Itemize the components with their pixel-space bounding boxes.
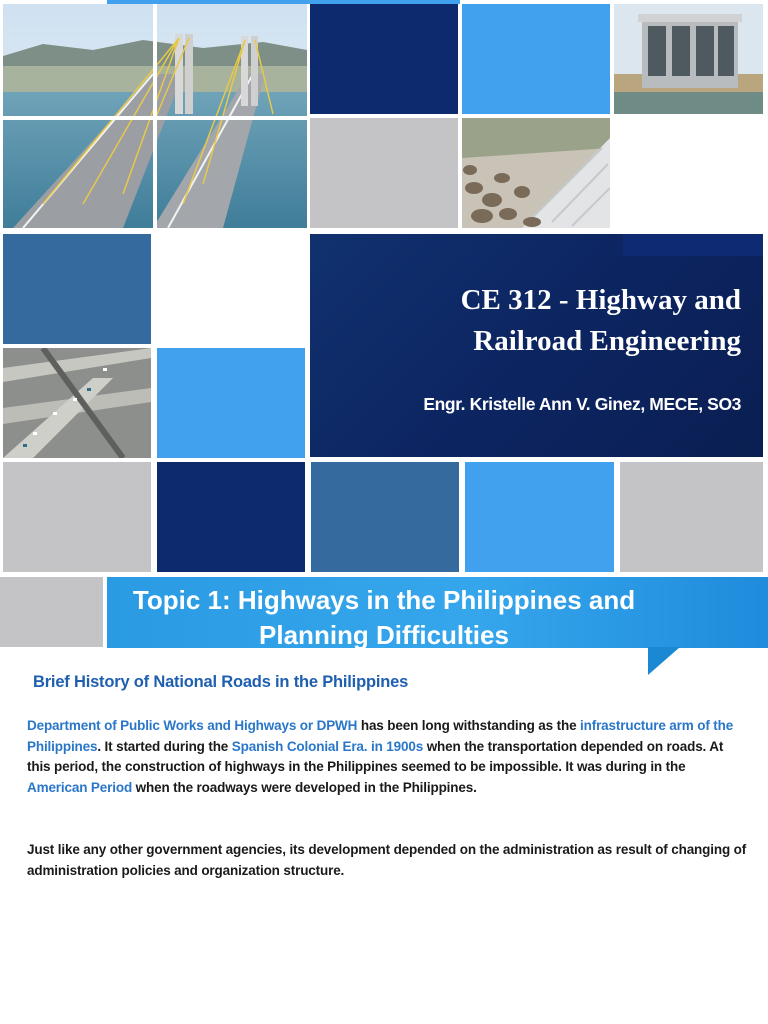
course-title-panel <box>310 234 763 457</box>
tile-sky-r5 <box>465 462 614 572</box>
riprap-photo <box>462 118 610 228</box>
course-title: CE 312 - Highway and Railroad Engineering <box>460 284 741 357</box>
tile-steel-r3 <box>3 234 151 344</box>
tile-sky-r4 <box>157 348 305 458</box>
para-text: . It started during the <box>97 738 232 754</box>
tile-grey-r5a <box>3 462 151 572</box>
tile-grey-r2 <box>310 118 458 228</box>
para-text: when the transportation depended on roads. At this period, the construction of highways in the Philippines seemed to be impossible. It was during in the <box>27 738 724 775</box>
history-paragraph <box>27 716 747 798</box>
para-text: when the roadways were developed in the Philippines. <box>132 779 477 795</box>
tile-grey-r5b <box>620 462 763 572</box>
author-name: Engr. Kristelle Ann V. Ginez, MECE, SO3 <box>423 394 741 414</box>
floodgate-photo <box>614 4 763 114</box>
tile-grey-r6 <box>0 577 103 647</box>
section-heading: Brief History of National Roads in the Philippines <box>33 673 409 691</box>
spanish-era-highlight: Spanish Colonial Era. in 1900s <box>231 738 424 754</box>
bridge-photo <box>3 4 307 228</box>
tile-navy-r5 <box>157 462 305 572</box>
infrastructure-highlight: infrastructure arm of the Philippines <box>27 718 734 754</box>
tile-navy-r1 <box>310 4 458 114</box>
development-paragraph: Just like any other government agencies, its development depended on the administration as result of changing of administration policies and organization structure. <box>27 842 747 878</box>
title-accent-bar <box>623 234 763 256</box>
dpwh-highlight: Department of Public Works and Highways or DPWH <box>27 718 358 733</box>
para-text: has been long withstanding as the <box>357 718 581 733</box>
american-period-highlight: American Period <box>27 779 133 795</box>
interchange-photo <box>3 348 151 458</box>
tile-steel-r5 <box>311 462 459 572</box>
topic-title: Topic 1: Highways in the Philippines and Planning Difficulties <box>132 585 636 650</box>
tile-sky-r1 <box>462 4 610 114</box>
